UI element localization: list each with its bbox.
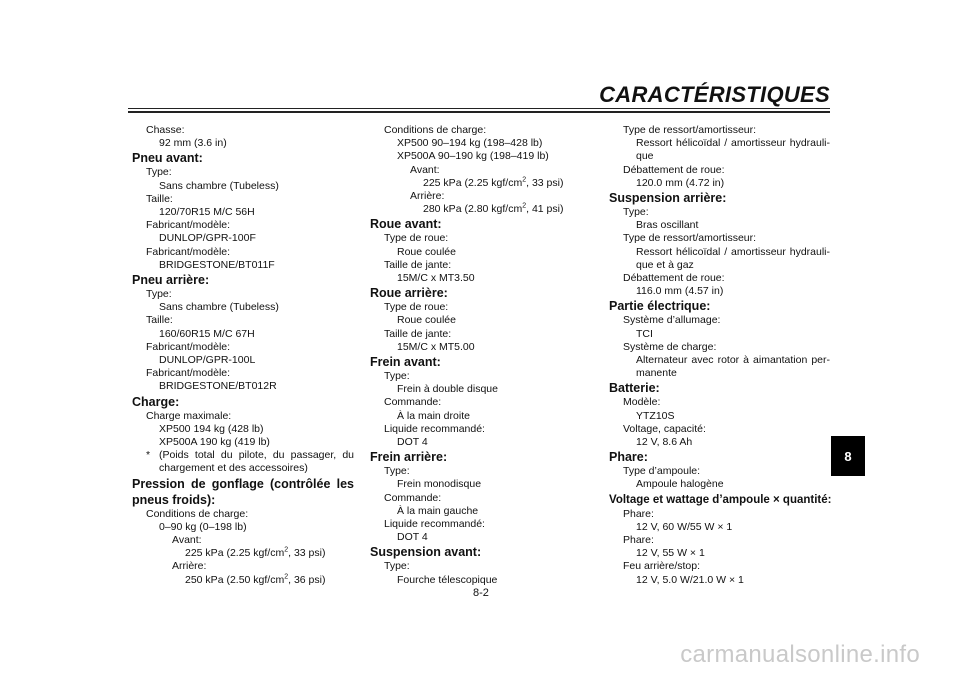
spec-value: Bras oscillant (636, 219, 699, 232)
spec-value: BRIDGESTONE/BT011F (159, 258, 275, 271)
spec-label: Type de ressort/amortisseur: (623, 232, 757, 245)
spec-label: Taille de jante: (384, 258, 452, 271)
spec-value: 15M/C x MT5.00 (397, 340, 475, 353)
spec-label: Fabricant/modèle: (146, 367, 231, 380)
spec-label: Taille: (146, 192, 173, 205)
superscript: 2 (284, 546, 289, 554)
spec-value: Ressort hélicoïdal / amortisseur hydrauli- (636, 245, 830, 258)
spec-label: Feu arrière/stop: (623, 560, 701, 573)
page-number: 8-2 (473, 587, 489, 599)
section-heading: Roue arrière: (370, 286, 448, 301)
page-title: CARACTÉRISTIQUES (599, 82, 830, 107)
spec-value: TCI (636, 327, 653, 340)
footnote-star: * (146, 449, 151, 462)
spec-value: Frein à double disque (397, 383, 498, 396)
section-heading: pneus froids): (132, 492, 216, 507)
spec-value: DUNLOP/GPR-100F (159, 232, 256, 245)
pressure-text: 280 kPa (2.80 kgf/cm (423, 203, 523, 216)
section-heading: Pneu avant: (132, 151, 203, 166)
section-heading: Roue avant: (370, 217, 442, 232)
footnote-text: (Poids total du pilote, du passager, du (159, 449, 354, 462)
section-heading: Charge: (132, 394, 180, 409)
spec-value (370, 203, 590, 216)
section-heading: Frein arrière: (370, 450, 448, 465)
header-rule (128, 108, 830, 109)
spec-label: Avant: (410, 163, 440, 176)
spec-value: 160/60R15 M/C 67H (159, 327, 255, 340)
footnote (132, 449, 354, 475)
spec-value: XP500 194 kg (428 lb) (159, 422, 264, 435)
spec-label: Avant: (172, 534, 202, 547)
spec-value: 12 V, 5.0 W/21.0 W × 1 (636, 573, 744, 586)
spec-value: 120.0 mm (4.72 in) (636, 176, 725, 189)
spec-value: XP500A 190 kg (419 lb) (159, 436, 270, 449)
pressure-text: , 33 psi) (526, 176, 564, 189)
section-heading: Pneu arrière: (132, 273, 210, 288)
spec-label: Phare: (623, 534, 654, 547)
pressure-text: 225 kPa (2.25 kgf/cm (423, 176, 523, 189)
spec-value: Frein monodisque (397, 478, 482, 491)
pressure-text: , 36 psi) (288, 573, 326, 586)
spec-label: Type: (384, 560, 410, 573)
spec-label: Type: (384, 370, 410, 383)
pressure-text: , 33 psi) (288, 547, 326, 560)
section-heading: Suspension arrière: (609, 191, 727, 206)
section-heading: Suspension avant: (370, 545, 482, 560)
spec-value: Ressort hélicoïdal / amortisseur hydrauli- (636, 137, 830, 150)
section-heading: Phare: (609, 450, 648, 465)
spec-value: À la main gauche (397, 504, 479, 517)
spec-label: Fabricant/modèle: (146, 219, 231, 232)
spec-label: Système d’allumage: (623, 314, 721, 327)
spec-label: Type: (384, 465, 410, 478)
spec-value: Sans chambre (Tubeless) (159, 179, 279, 192)
spec-value: 92 mm (3.6 in) (159, 137, 227, 150)
column-2 (370, 124, 590, 587)
spec-label: Type: (146, 288, 172, 301)
header-rule-thick (128, 111, 830, 113)
spec-label: Modèle: (623, 396, 661, 409)
spec-label: Type d’ampoule: (623, 465, 701, 478)
spec-value: 12 V, 60 W/55 W × 1 (636, 520, 733, 533)
spec-value: manente (636, 367, 677, 380)
spec-label: Taille: (146, 314, 173, 327)
spec-label: Commande: (384, 396, 442, 409)
spec-value: 15M/C x MT3.50 (397, 272, 475, 285)
spec-label: Liquide recommandé: (384, 518, 485, 531)
spec-label: Charge maximale: (146, 409, 232, 422)
superscript: 2 (522, 202, 527, 210)
spec-value: Roue coulée (397, 314, 456, 327)
spec-label: Fabricant/modèle: (146, 340, 231, 353)
spec-label: Type: (623, 206, 649, 219)
spec-label: Chasse: (146, 124, 185, 136)
spec-value: 120/70R15 M/C 56H (159, 206, 255, 219)
section-heading: Batterie: (609, 381, 660, 396)
spec-label: Fabricant/modèle: (146, 245, 231, 258)
spec-value: YTZ10S (636, 409, 675, 422)
pressure-text: , 41 psi) (526, 203, 564, 216)
spec-label: Voltage, capacité: (623, 422, 706, 435)
spec-value: XP500 90–194 kg (198–428 lb) (397, 137, 543, 150)
spec-label: Phare: (623, 507, 654, 520)
spec-value (370, 177, 590, 190)
spec-value (132, 547, 354, 560)
pressure-text: 225 kPa (2.25 kgf/cm (185, 547, 285, 560)
spec-label: Conditions de charge: (384, 124, 487, 136)
spec-label: Arrière: (410, 190, 445, 203)
spec-label: Conditions de charge: (146, 507, 249, 520)
spec-label: Type: (146, 166, 172, 179)
section-heading: Pression de gonflage (contrôlée les (132, 476, 354, 491)
spec-value: DOT 4 (397, 531, 428, 544)
spec-value: 12 V, 8.6 Ah (636, 436, 693, 449)
spec-label: Taille de jante: (384, 327, 452, 340)
watermark: carmanualsonline.info (680, 641, 920, 668)
spec-value: 116.0 mm (4.57 in) (636, 285, 724, 298)
spec-value: À la main droite (397, 409, 470, 422)
column-3 (609, 124, 830, 587)
footnote-text: chargement et des accessoires) (159, 462, 308, 475)
spec-value: BRIDGESTONE/BT012R (159, 380, 277, 393)
spec-label: Type de ressort/amortisseur: (623, 124, 757, 136)
spec-value (132, 574, 354, 587)
spec-value: DUNLOP/GPR-100L (159, 354, 256, 367)
spec-value: Ampoule halogène (636, 478, 724, 491)
spec-value: DOT 4 (397, 436, 428, 449)
spec-value: que et à gaz (636, 258, 694, 271)
spec-label: Débattement de roue: (623, 272, 725, 285)
chapter-tab: 8 (831, 436, 865, 476)
spec-value: Roue coulée (397, 245, 456, 258)
spec-label: Type de roue: (384, 232, 449, 245)
column-1 (132, 124, 354, 587)
spec-value: 0–90 kg (0–198 lb) (159, 520, 247, 533)
spec-value: 12 V, 55 W × 1 (636, 547, 705, 560)
superscript: 2 (522, 176, 527, 184)
spec-value: XP500A 90–190 kg (198–419 lb) (397, 150, 549, 163)
section-heading: Frein avant: (370, 355, 441, 370)
spec-label: Débattement de roue: (623, 163, 725, 176)
section-heading: Voltage et wattage d’ampoule × quantité: (609, 493, 832, 506)
pressure-text: 250 kPa (2.50 kgf/cm (185, 573, 285, 586)
spec-label: Liquide recommandé: (384, 422, 485, 435)
spec-value: que (636, 150, 654, 163)
superscript: 2 (284, 573, 289, 581)
spec-value: Sans chambre (Tubeless) (159, 301, 279, 314)
section-heading: Partie électrique: (609, 299, 711, 314)
spec-label: Arrière: (172, 560, 207, 573)
spec-value: Alternateur avec rotor à aimantation per- (636, 354, 830, 367)
spec-label: Système de charge: (623, 340, 717, 353)
spec-label: Commande: (384, 491, 442, 504)
spec-label: Type de roue: (384, 301, 449, 314)
spec-value: Fourche télescopique (397, 573, 498, 586)
